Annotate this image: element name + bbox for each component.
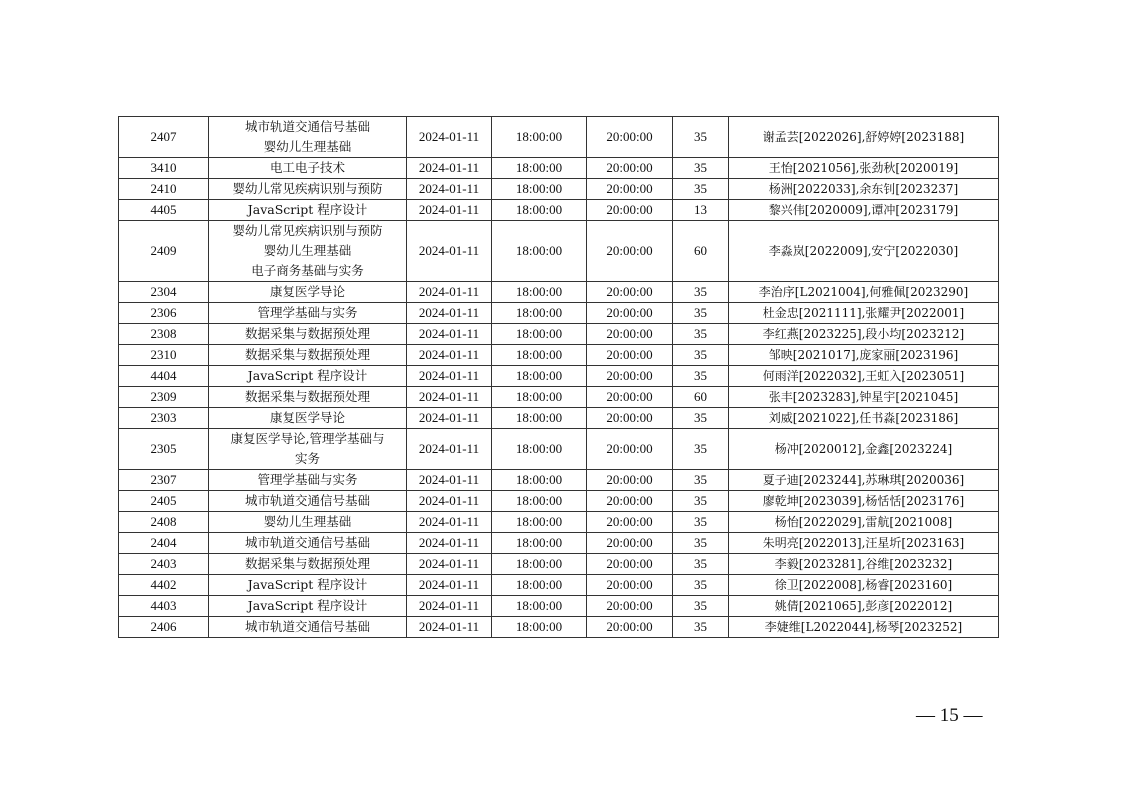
course-cell	[209, 345, 407, 366]
course-name: 城市轨道交通信号基础	[244, 119, 370, 134]
student-count-cell: 35	[673, 596, 729, 617]
table-row	[119, 617, 999, 638]
room-number-cell: 4402	[119, 575, 209, 596]
table-row	[119, 575, 999, 596]
exam-date-cell: 2024-01-11	[407, 512, 492, 533]
invigilators-cell: 张丰[2023283],钟星宇[2021045]	[729, 387, 999, 408]
course-cell	[209, 303, 407, 324]
start-time-cell: 18:00:00	[492, 221, 587, 282]
exam-date-cell: 2024-01-11	[407, 533, 492, 554]
exam-date-cell: 2024-01-11	[407, 303, 492, 324]
table-row	[119, 366, 999, 387]
course-cell	[209, 512, 407, 533]
student-count-cell: 35	[673, 575, 729, 596]
end-time-cell: 20:00:00	[587, 345, 673, 366]
course-cell	[209, 117, 407, 158]
course-name: 婴幼儿生理基础	[263, 514, 352, 529]
student-count-cell: 35	[673, 408, 729, 429]
invigilators-cell: 邹映[2021017],庞家丽[2023196]	[729, 345, 999, 366]
end-time-cell: 20:00:00	[587, 117, 673, 158]
course-name: 城市轨道交通信号基础	[244, 535, 370, 550]
invigilators-cell: 杨怡[2022029],雷航[2021008]	[729, 512, 999, 533]
exam-date-cell: 2024-01-11	[407, 282, 492, 303]
student-count-cell: 35	[673, 533, 729, 554]
course-cell	[209, 179, 407, 200]
exam-schedule-body	[119, 117, 999, 638]
end-time-cell: 20:00:00	[587, 596, 673, 617]
student-count-cell: 35	[673, 554, 729, 575]
invigilators-cell: 李婕维[L2022044],杨琴[2023252]	[729, 617, 999, 638]
course-cell	[209, 387, 407, 408]
course-name: 婴幼儿常见疾病识别与预防	[232, 223, 383, 238]
start-time-cell: 18:00:00	[492, 324, 587, 345]
room-number-cell: 2404	[119, 533, 209, 554]
course-cell	[209, 554, 407, 575]
start-time-cell: 18:00:00	[492, 158, 587, 179]
invigilators-cell: 夏子迪[2023244],苏琳琪[2020036]	[729, 470, 999, 491]
course-name: 婴幼儿生理基础	[263, 139, 352, 154]
exam-date-cell: 2024-01-11	[407, 554, 492, 575]
end-time-cell: 20:00:00	[587, 470, 673, 491]
end-time-cell: 20:00:00	[587, 408, 673, 429]
start-time-cell: 18:00:00	[492, 533, 587, 554]
room-number-cell: 2310	[119, 345, 209, 366]
end-time-cell: 20:00:00	[587, 282, 673, 303]
start-time-cell: 18:00:00	[492, 491, 587, 512]
student-count-cell: 35	[673, 179, 729, 200]
course-name: 管理学基础与实务	[257, 472, 358, 487]
room-number-cell: 2410	[119, 179, 209, 200]
start-time-cell: 18:00:00	[492, 366, 587, 387]
course-cell	[209, 575, 407, 596]
exam-date-cell: 2024-01-11	[407, 324, 492, 345]
course-name: JavaScript 程序设计	[247, 598, 368, 613]
room-number-cell: 2303	[119, 408, 209, 429]
course-name: JavaScript 程序设计	[247, 202, 368, 217]
course-name: 数据采集与数据预处理	[244, 556, 370, 571]
table-row	[119, 345, 999, 366]
table-row	[119, 387, 999, 408]
table-row	[119, 200, 999, 221]
table-row	[119, 282, 999, 303]
end-time-cell: 20:00:00	[587, 533, 673, 554]
exam-date-cell: 2024-01-11	[407, 117, 492, 158]
course-name: 康复医学导论,管理学基础与	[230, 431, 385, 446]
course-cell	[209, 366, 407, 387]
course-cell	[209, 617, 407, 638]
start-time-cell: 18:00:00	[492, 282, 587, 303]
room-number-cell: 4405	[119, 200, 209, 221]
student-count-cell: 35	[673, 303, 729, 324]
course-name: 城市轨道交通信号基础	[244, 619, 370, 634]
course-name: 数据采集与数据预处理	[244, 389, 370, 404]
course-name: 电工电子技术	[269, 160, 345, 175]
end-time-cell: 20:00:00	[587, 387, 673, 408]
start-time-cell: 18:00:00	[492, 303, 587, 324]
course-name: 康复医学导论	[269, 410, 345, 425]
invigilators-cell: 王怡[2021056],张劲秋[2020019]	[729, 158, 999, 179]
start-time-cell: 18:00:00	[492, 470, 587, 491]
invigilators-cell: 杨冲[2020012],金鑫[2023224]	[729, 429, 999, 470]
start-time-cell: 18:00:00	[492, 179, 587, 200]
course-cell	[209, 324, 407, 345]
end-time-cell: 20:00:00	[587, 324, 673, 345]
room-number-cell: 2306	[119, 303, 209, 324]
student-count-cell: 60	[673, 387, 729, 408]
start-time-cell: 18:00:00	[492, 429, 587, 470]
exam-date-cell: 2024-01-11	[407, 345, 492, 366]
table-row	[119, 554, 999, 575]
exam-schedule-table	[118, 116, 999, 638]
page-number: — 15 —	[916, 705, 983, 726]
exam-date-cell: 2024-01-11	[407, 491, 492, 512]
course-cell	[209, 200, 407, 221]
course-cell	[209, 596, 407, 617]
table-row	[119, 221, 999, 282]
exam-date-cell: 2024-01-11	[407, 408, 492, 429]
room-number-cell: 2405	[119, 491, 209, 512]
student-count-cell: 35	[673, 324, 729, 345]
room-number-cell: 2308	[119, 324, 209, 345]
table-row	[119, 179, 999, 200]
room-number-cell: 2406	[119, 617, 209, 638]
room-number-cell: 2407	[119, 117, 209, 158]
invigilators-cell: 杜金忠[2021111],张耀尹[2022001]	[729, 303, 999, 324]
room-number-cell: 2403	[119, 554, 209, 575]
room-number-cell: 2309	[119, 387, 209, 408]
course-name: JavaScript 程序设计	[247, 368, 368, 383]
invigilators-cell: 徐卫[2022008],杨睿[2023160]	[729, 575, 999, 596]
room-number-cell: 2307	[119, 470, 209, 491]
start-time-cell: 18:00:00	[492, 117, 587, 158]
room-number-cell: 2305	[119, 429, 209, 470]
end-time-cell: 20:00:00	[587, 366, 673, 387]
student-count-cell: 35	[673, 366, 729, 387]
invigilators-cell: 李红燕[2023225],段小均[2023212]	[729, 324, 999, 345]
room-number-cell: 2409	[119, 221, 209, 282]
student-count-cell: 35	[673, 158, 729, 179]
invigilators-cell: 李淼岚[2022009],安宁[2022030]	[729, 221, 999, 282]
student-count-cell: 35	[673, 429, 729, 470]
room-number-cell: 2408	[119, 512, 209, 533]
invigilators-cell: 刘威[2021022],任书淼[2023186]	[729, 408, 999, 429]
end-time-cell: 20:00:00	[587, 575, 673, 596]
table-row	[119, 429, 999, 470]
room-number-cell: 4403	[119, 596, 209, 617]
course-name: 城市轨道交通信号基础	[244, 493, 370, 508]
course-cell	[209, 491, 407, 512]
room-number-cell: 3410	[119, 158, 209, 179]
table-row	[119, 470, 999, 491]
end-time-cell: 20:00:00	[587, 512, 673, 533]
invigilators-cell: 何雨洋[2022032],王虹入[2023051]	[729, 366, 999, 387]
end-time-cell: 20:00:00	[587, 303, 673, 324]
course-cell	[209, 282, 407, 303]
exam-date-cell: 2024-01-11	[407, 470, 492, 491]
student-count-cell: 35	[673, 617, 729, 638]
course-name: 实务	[294, 451, 320, 466]
student-count-cell: 35	[673, 282, 729, 303]
start-time-cell: 18:00:00	[492, 575, 587, 596]
end-time-cell: 20:00:00	[587, 554, 673, 575]
invigilators-cell: 廖乾坤[2023039],杨恬恬[2023176]	[729, 491, 999, 512]
exam-date-cell: 2024-01-11	[407, 596, 492, 617]
course-name: 婴幼儿生理基础	[263, 243, 352, 258]
table-row	[119, 158, 999, 179]
exam-date-cell: 2024-01-11	[407, 221, 492, 282]
exam-date-cell: 2024-01-11	[407, 617, 492, 638]
course-cell	[209, 533, 407, 554]
invigilators-cell: 杨洲[2022033],余东钊[2023237]	[729, 179, 999, 200]
student-count-cell: 35	[673, 117, 729, 158]
exam-date-cell: 2024-01-11	[407, 366, 492, 387]
table-row	[119, 117, 999, 158]
student-count-cell: 60	[673, 221, 729, 282]
invigilators-cell: 李治序[L2021004],何雅佩[2023290]	[729, 282, 999, 303]
table-row	[119, 533, 999, 554]
end-time-cell: 20:00:00	[587, 158, 673, 179]
exam-date-cell: 2024-01-11	[407, 575, 492, 596]
end-time-cell: 20:00:00	[587, 617, 673, 638]
course-name: JavaScript 程序设计	[247, 577, 368, 592]
student-count-cell: 35	[673, 345, 729, 366]
end-time-cell: 20:00:00	[587, 179, 673, 200]
room-number-cell: 4404	[119, 366, 209, 387]
start-time-cell: 18:00:00	[492, 345, 587, 366]
course-name: 电子商务基础与实务	[251, 263, 364, 278]
start-time-cell: 18:00:00	[492, 617, 587, 638]
exam-date-cell: 2024-01-11	[407, 200, 492, 221]
invigilators-cell: 谢孟芸[2022026],舒婷婷[2023188]	[729, 117, 999, 158]
invigilators-cell: 朱明亮[2022013],汪星圻[2023163]	[729, 533, 999, 554]
student-count-cell: 35	[673, 512, 729, 533]
start-time-cell: 18:00:00	[492, 512, 587, 533]
student-count-cell: 13	[673, 200, 729, 221]
start-time-cell: 18:00:00	[492, 387, 587, 408]
table-row	[119, 596, 999, 617]
table-row	[119, 408, 999, 429]
course-cell	[209, 158, 407, 179]
invigilators-cell: 黎兴伟[2020009],谭冲[2023179]	[729, 200, 999, 221]
course-name: 康复医学导论	[269, 284, 345, 299]
course-name: 婴幼儿常见疾病识别与预防	[232, 181, 383, 196]
end-time-cell: 20:00:00	[587, 221, 673, 282]
start-time-cell: 18:00:00	[492, 554, 587, 575]
table-row	[119, 303, 999, 324]
exam-date-cell: 2024-01-11	[407, 387, 492, 408]
table-row	[119, 324, 999, 345]
exam-date-cell: 2024-01-11	[407, 158, 492, 179]
start-time-cell: 18:00:00	[492, 408, 587, 429]
student-count-cell: 35	[673, 491, 729, 512]
table-row	[119, 491, 999, 512]
end-time-cell: 20:00:00	[587, 491, 673, 512]
end-time-cell: 20:00:00	[587, 200, 673, 221]
course-name: 数据采集与数据预处理	[244, 347, 370, 362]
student-count-cell: 35	[673, 470, 729, 491]
course-name: 数据采集与数据预处理	[244, 326, 370, 341]
course-cell	[209, 221, 407, 282]
table-row	[119, 512, 999, 533]
start-time-cell: 18:00:00	[492, 596, 587, 617]
invigilators-cell: 姚倩[2021065],彭彦[2022012]	[729, 596, 999, 617]
course-cell	[209, 470, 407, 491]
exam-date-cell: 2024-01-11	[407, 429, 492, 470]
end-time-cell: 20:00:00	[587, 429, 673, 470]
course-cell	[209, 408, 407, 429]
invigilators-cell: 李毅[2023281],谷维[2023232]	[729, 554, 999, 575]
room-number-cell: 2304	[119, 282, 209, 303]
course-cell	[209, 429, 407, 470]
exam-date-cell: 2024-01-11	[407, 179, 492, 200]
course-name: 管理学基础与实务	[257, 305, 358, 320]
start-time-cell: 18:00:00	[492, 200, 587, 221]
